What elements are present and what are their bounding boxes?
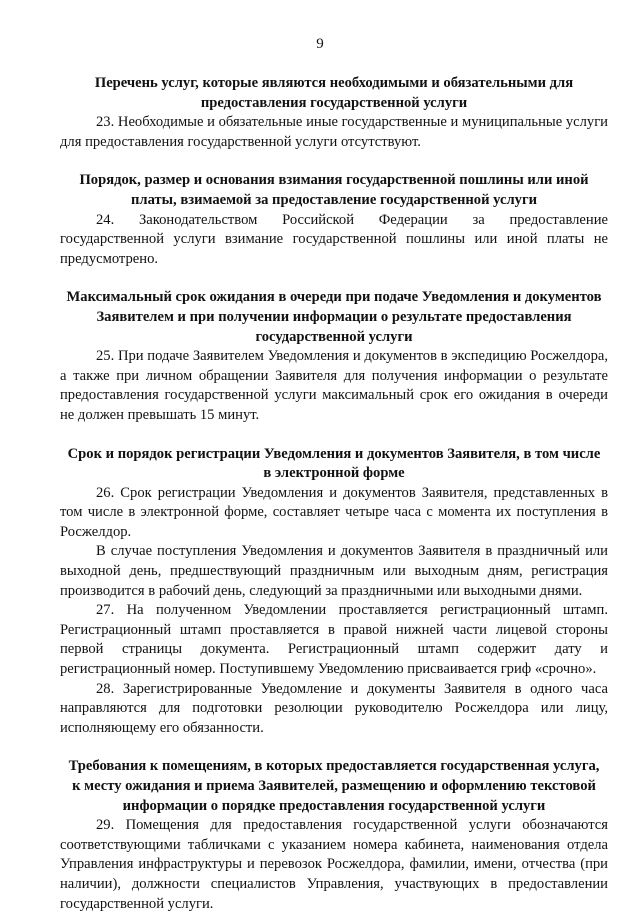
paragraph: В случае поступления Уведомления и документов Заявителя в праздничный или выходной день, предшествующий праздничным или выходным дням, регистрация производится в рабочий день, следующий за праздничными или выходными днями. [60,543,608,599]
paragraph: 25. При подаче Заявителем Уведомления и документов в экспедицию Росжелдора, а также при личном обращении Заявителя для получения информации о результате предоставления государственной услуги максимальный срок его ожидания в очереди не должен превышать 15 минут. [60,348,608,423]
paragraph: 24. Законодательством Российской Федерации за предоставление государственной услуги взимание государственной пошлины или иной платы не предусмотрено. [60,211,608,267]
paragraph: 27. На полученном Уведомлении проставляется регистрационный штамп. Регистрационный штамп проставляется в правой нижней части лицевой стороны первой страницы документа. Регистрационный штамп содержит дату и регистрационный номер. Поступившему Уведомлению присваивается гриф «срочно». [60,602,608,678]
section-title: Порядок, размер и основания взимания государственной пошлины или иной платы, взимаемой за предоставление государственной услуги [79,172,589,208]
section-title: Требования к помещениям, в которых предоставляется государственная услуга, к месту ожидания и приема Заявителей, размещению и оформлению текстовой информации о порядке предоставления государственной услуги [68,758,600,814]
section-title: Максимальный срок ожидания в очереди при подаче Уведомления и документов Заявителем и при получении информации о результате предоставления государственной услуги [66,289,602,345]
document-body [60,74,608,914]
paragraph: 26. Срок регистрации Уведомления и документов Заявителя, представленных в том числе в электронной форме, составляет четыре часа с момента их поступления в Росжелдор. [60,484,608,540]
section-required-services [60,74,608,152]
section-registration [60,445,608,739]
section-title: Срок и порядок регистрации Уведомления и документов Заявителя, в том числе в электронной форме [67,445,601,482]
section-title: Перечень услуг, которые являются необходимыми и обязательными для предоставления государственной услуги [94,75,574,111]
section-queue-waiting-time [60,288,608,425]
paragraph: 28. Зарегистрированные Уведомление и документы Заявителя в одного часа направляются для подготовки резолюции руководителю Росжелдора или лицу, исполняющему его обязанности. [60,680,608,736]
section-premises-requirements [60,757,608,914]
page-number: 9 [316,36,324,52]
section-state-fee [60,171,608,269]
paragraph: 23. Необходимые и обязательные иные государственные и муниципальные услуги для предоставления государственной услуги отсутствуют. [60,114,608,150]
paragraph: 29. Помещения для предоставления государственной услуги обозначаются соответствующими табличками с указанием номера кабинета, наименования отдела Управления инфраструктуры и перевозок Росжелдора, фамилии, имени, отчества (при наличии), должности специалистов Управления, участвующих в предоставлении государственной услуги. [60,817,608,912]
